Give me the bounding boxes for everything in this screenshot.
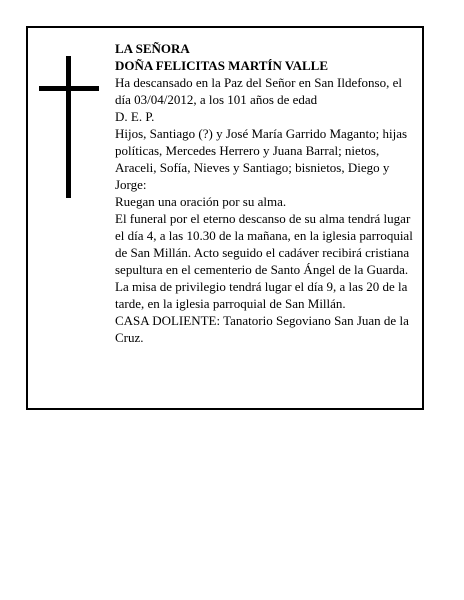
deceased-name: DOÑA FELICITAS MARTÍN VALLE [115,58,329,73]
cross-vertical-bar [66,56,71,198]
funeral-details: El funeral por el eterno descanso de su alma tendrá lugar el día 4, a las 10.30 de la mañana, en la iglesia parroquial de San Millán. Acto seguido el cadáver recibirá cristiana sepultura en el cementerio de Santo Ángel de la Guarda. La misa de privilegio tendrá lugar el día 9, a las 20 de la tarde, en la iglesia parroquial de San Millán. [115,211,413,311]
funeral-home: CASA DOLIENTE: Tanatorio Segoviano San Juan de la Cruz. [115,313,409,345]
relatives-list: Hijos, Santiago (?) y José María Garrido Maganto; hijas políticas, Mercedes Herrero y Juana Barral; nietos, Araceli, Sofía, Nieves y Santiago; bisnietos, Diego y Jorge: [115,126,408,192]
latin-cross-icon [39,56,99,198]
death-statement: Ha descansado en la Paz del Señor en San Ildefonso, el día 03/04/2012, a los 101 años de edad [115,75,402,107]
obituary-text [115,40,418,346]
notice-title: LA SEÑORA [115,41,190,56]
obituary-notice [26,26,424,410]
rip-text: D. E. P. [115,109,155,124]
prayer-request: Ruegan una oración por su alma. [115,194,287,209]
cross-horizontal-bar [39,86,99,91]
